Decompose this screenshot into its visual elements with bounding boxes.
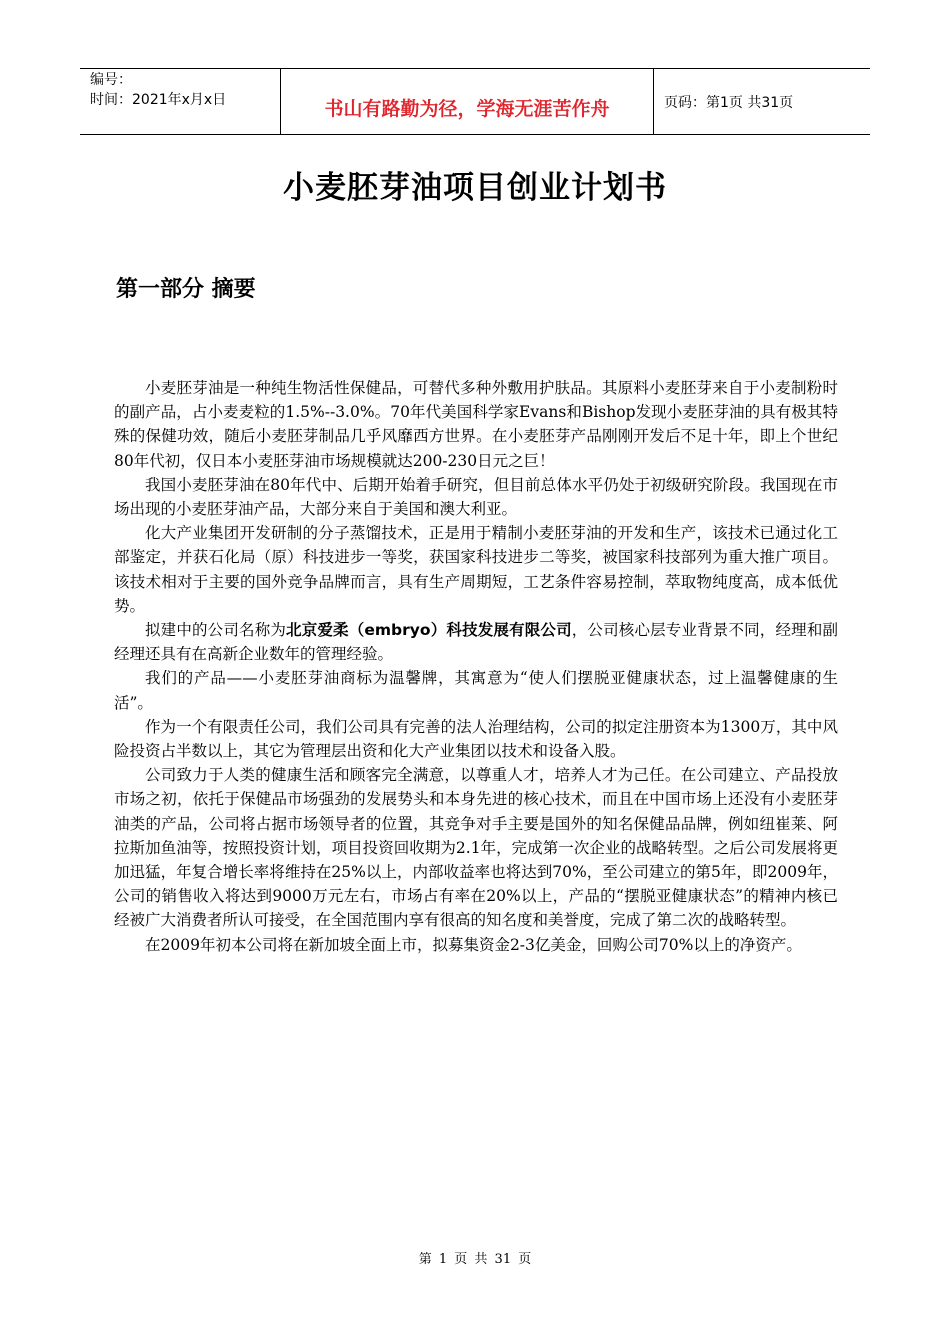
body-paragraph: 化大产业集团开发研制的分子蒸馏技术，正是用于精制小麦胚芽油的开发和生产，该技术已通过化工部鉴定，并获石化局（原）科技进步一等奖，获国家科技进步二等奖，被国家科技部列为重大推广项目。该技术相对于主要的国外竞争品牌而言，具有生产周期短，工艺条件容易控制，萃取物纯度高，成本低优势。 (114, 524, 838, 615)
page-footer: 第 1 页 共 31 页 (418, 1252, 532, 1267)
header-page-label: 页码：第1页 共31页 (664, 95, 794, 111)
section-heading: 第一部分 摘要 (116, 277, 256, 302)
company-name: 北京爱柔（embryo）科技发展有限公司 (286, 621, 572, 640)
header-bottom-border (80, 134, 870, 135)
header-top-border (80, 68, 870, 69)
document-body (114, 376, 838, 957)
body-paragraph (114, 618, 838, 666)
header-divider-right (653, 68, 654, 135)
body-paragraph: 在2009年初本公司将在新加坡全面上市，拟募集资金2-3亿美金，回购公司70%以上的净资产。 (145, 935, 802, 954)
header-motto: 书山有路勤为径，学海无涯苦作舟 (324, 98, 610, 120)
document-title: 小麦胚芽油项目创业计划书 (283, 170, 667, 206)
body-paragraph: 我们的产品——小麦胚芽油商标为温馨牌，其寓意为“使人们摆脱亚健康状态，过上温馨健康的生活”。 (114, 669, 838, 712)
doc-date-label: 时间：2021年x月x日 (90, 92, 227, 108)
body-paragraph: 我国小麦胚芽油在80年代中、后期开始着手研究，但目前总体水平仍处于初级研究阶段。我国现在市场出现的小麦胚芽油产品，大部分来自于美国和澳大利亚。 (114, 475, 838, 519)
paragraph-text: 拟建中的公司名称为 (145, 621, 287, 640)
paragraph-text: ，公司核心层专业背景不同，经理和副经理还具有在高新企业数年的管理经验。 (114, 621, 838, 664)
header-divider-left (280, 68, 281, 135)
body-paragraph: 作为一个有限责任公司，我们公司具有完善的法人治理结构，公司的拟定注册资本为1300万，其中风险投资占半数以上，其它为管理层出资和化大产业集团以技术和设备入股。 (114, 717, 838, 761)
body-paragraph: 公司致力于人类的健康生活和顾客完全满意，以尊重人才，培养人才为己任。在公司建立、产品投放市场之初，依托于保健品市场强劲的发展势头和本身先进的核心技术，而且在中国市场上还没有小麦胚芽油类的产品，公司将占据市场领导者的位置，其竞争对手主要是国外的知名保健品品牌，例如纽崔莱、阿拉斯加鱼油等，按照投资计划，项目投资回收期为2.1年，完成第一次企业的战略转型。之后公司发展将更加迅猛，年复合增长率将维持在25%以上，内部收益率也将达到70%，至公司建立的第5年，即2009年，公司的销售收入将达到9000万元左右，市场占有率在20%以上，产品的“摆脱亚健康状态”的精神内核已经被广大消费者所认可接受，在全国范围内享有很高的知名度和美誉度，完成了第二次的战略转型。 (114, 766, 838, 930)
doc-number-label: 编号： (90, 72, 132, 88)
body-paragraph: 小麦胚芽油是一种纯生物活性保健品，可替代多种外敷用护肤品。其原料小麦胚芽来自于小麦制粉时的副产品，占小麦麦粒的1.5%--3.0%。70年代美国科学家Evans和Bishop发现小麦胚芽油的具有极其特殊的保健功效，随后小麦胚芽制品几乎风靡西方世界。在小麦胚芽产品刚刚开发后不足十年，即上个世纪80年代初，仅日本小麦胚芽油市场规模就达200-230日元之巨！ (114, 379, 838, 470)
